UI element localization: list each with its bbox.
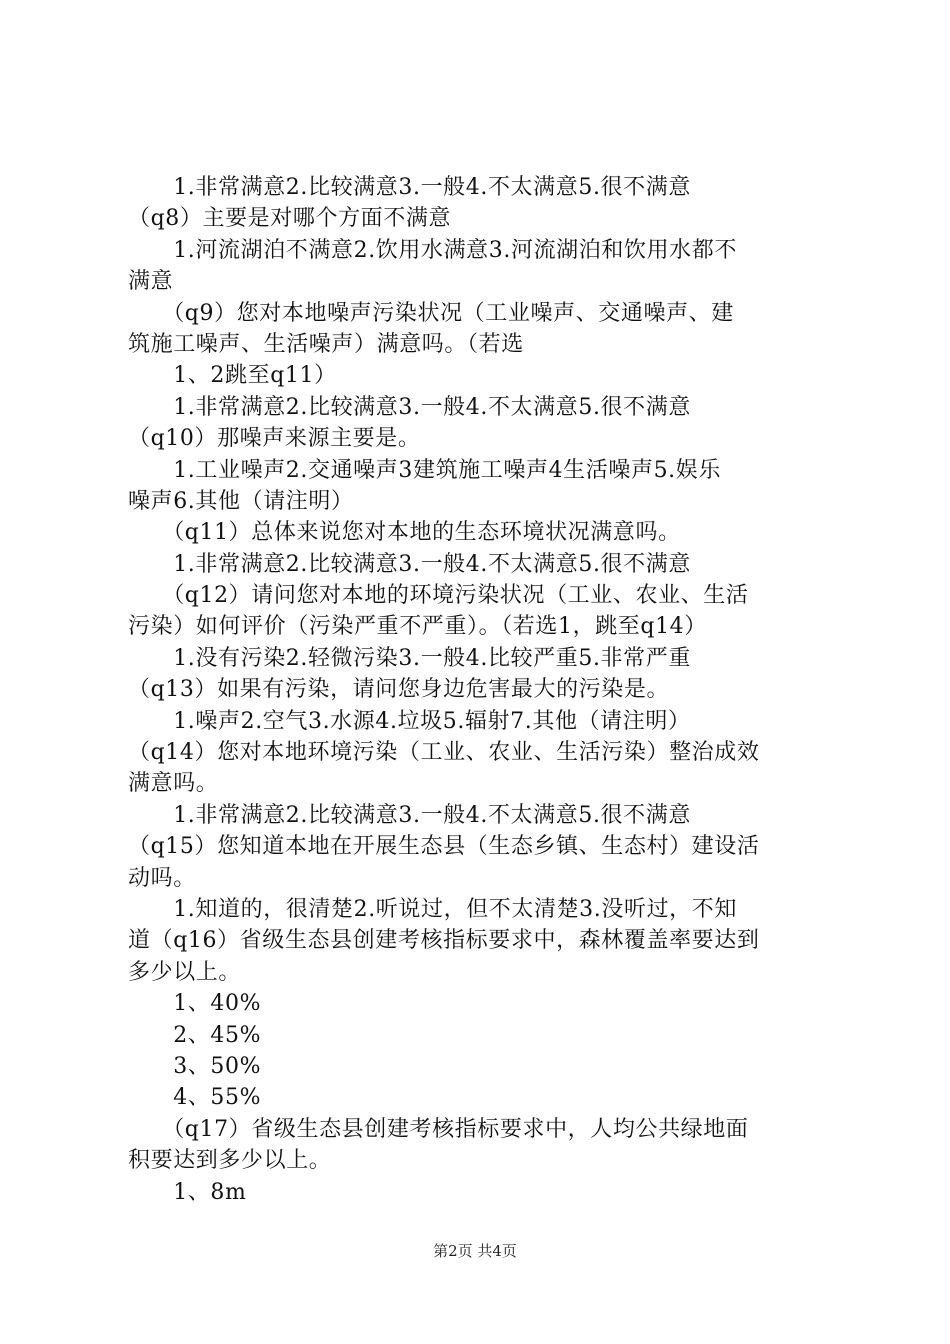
- text-line: 1.非常满意2.比较满意3.一般4.不太满意5.很不满意: [128, 551, 691, 577]
- text-line: 筑施工噪声、生活噪声）满意吗。（若选: [128, 331, 524, 357]
- page-footer: [0, 1241, 950, 1261]
- text-line: 1.噪声2.空气3.水源4.垃圾5.辐射7.其他（请注明）: [128, 708, 691, 734]
- text-line: 2、45%: [128, 1022, 262, 1048]
- text-line: 污染）如何评价（污染严重不严重）。（若选1，跳至q14）: [128, 614, 707, 640]
- text-line: （q11）总体来说您对本地的生态环境状况满意吗。: [128, 520, 681, 546]
- text-line: （q10）那噪声来源主要是。: [128, 426, 421, 452]
- text-line: 积要达到多少以上。: [128, 1148, 332, 1174]
- text-line: 道（q16）省级生态县创建考核指标要求中，森林覆盖率要达到: [128, 928, 760, 954]
- text-line: （q8）主要是对哪个方面不满意: [128, 206, 452, 232]
- text-line: 1.工业噪声2.交通噪声3建筑施工噪声4生活噪声5.娱乐: [128, 457, 721, 483]
- text-line: （q14）您对本地环境污染（工业、农业、生活污染）整治成效: [128, 740, 760, 766]
- text-line: 1、2跳至q11）: [128, 363, 337, 389]
- text-line: 1.没有污染2.轻微污染3.一般4.比较严重5.非常严重: [128, 645, 691, 671]
- text-line: 1、8m: [128, 1179, 247, 1205]
- text-line: 动吗。: [128, 865, 196, 891]
- text-line: （q9）您对本地噪声污染状况（工业噪声、交通噪声、建: [128, 300, 734, 326]
- text-line: 满意: [128, 269, 174, 295]
- text-line: 噪声6.其他（请注明）: [128, 488, 354, 514]
- text-line: （q17）省级生态县创建考核指标要求中，人均公共绿地面: [128, 1116, 749, 1142]
- text-line: 多少以上。: [128, 959, 242, 985]
- text-line: 1.河流湖泊不满意2.饮用水满意3.河流湖泊和饮用水都不: [128, 237, 737, 263]
- text-line: 1.知道的，很清楚2.听说过，但不太清楚3.没听过，不知: [128, 896, 737, 922]
- text-line: 4、55%: [128, 1085, 262, 1111]
- text-line: 满意吗。: [128, 771, 219, 797]
- text-line: （q12）请问您对本地的环境污染状况（工业、农业、生活: [128, 583, 749, 609]
- document-body: [128, 172, 828, 1208]
- text-line: 1.非常满意2.比较满意3.一般4.不太满意5.很不满意: [128, 175, 691, 200]
- text-line: 1、40%: [128, 991, 262, 1017]
- page-number: 第2页 共4页: [433, 1242, 517, 1260]
- text-line: （q13）如果有污染，请问您身边危害最大的污染是。: [128, 677, 670, 703]
- text-line: 1.非常满意2.比较满意3.一般4.不太满意5.很不满意: [128, 802, 691, 828]
- text-line: （q15）您知道本地在开展生态县（生态乡镇、生态村）建设活: [128, 834, 760, 860]
- text-line: 1.非常满意2.比较满意3.一般4.不太满意5.很不满意: [128, 394, 691, 420]
- text-line: 3、50%: [128, 1053, 262, 1079]
